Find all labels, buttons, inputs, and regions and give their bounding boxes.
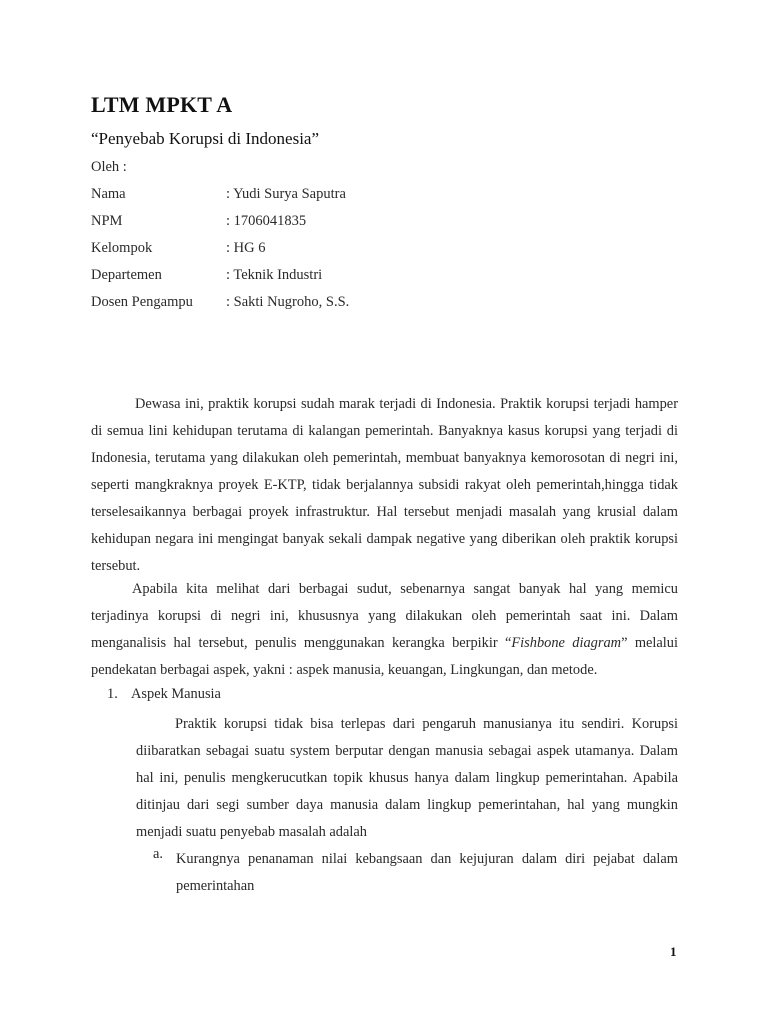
- paragraph-aspek-manusia: Praktik korupsi tidak bisa terlepas dari pengaruh manusianya itu sendiri. Korupsi diibaratkan sebagai suatu system berputar dengan manusia sebagai aspek utamanya. Dalam hal ini, penulis mengkerucutkan topik khusus hanya dalam lingkup pemerintahan. Apabila ditinjau dari segi sumber daya manusia dalam lingkup pemerintahan, hal yang mungkin menjadi suatu penyebab masalah adalah: [136, 716, 678, 840]
- meta-value-nama: : Yudi Surya Saputra: [226, 186, 346, 202]
- paragraph-fishbone-text-start: Apabila kita melihat dari berbagai sudut, sebenarnya sangat banyak hal yang memicu terjadinya korupsi di negri ini, khususnya yang dilakukan oleh pemerintah saat ini. Dalam menganalisis hal tersebut, penulis menggunakan kerangka berpikir “: [91, 581, 678, 651]
- document-subtitle: “Penyebab Korupsi di Indonesia”: [91, 129, 320, 148]
- meta-value-kelompok: : HG 6: [226, 240, 266, 256]
- meta-label-npm: NPM: [91, 213, 123, 229]
- list-item-number: 1.: [107, 686, 118, 702]
- sublist-item-text: Kurangnya penanaman nilai kebangsaan dan kejujuran dalam diri pejabat dalam pemerintahan: [176, 851, 678, 894]
- document-title: LTM MPKT A: [91, 92, 233, 117]
- page-number: 1: [670, 944, 677, 959]
- author-intro-label: Oleh :: [91, 159, 127, 175]
- paragraph-intro: Dewasa ini, praktik korupsi sudah marak terjadi di Indonesia. Praktik korupsi terjadi hamper di semua lini kehidupan terutama di kalangan pemerintah. Banyaknya kasus korupsi yang terjadi di Indonesia, terutama yang dilakukan oleh pemerintah, membuat banyaknya kemorosotan di negri ini, seperti mangkraknya proyek E-KTP, tidak berjalannya subsidi rakyat oleh pemerintah,hingga tidak terselesaikannya berbagai proyek infrastruktur. Hal tersebut menjadi masalah yang krusial dalam kehidupan negara ini mengingat banyak sekali dampak negative yang diberikan oleh praktik korupsi tersebut.: [91, 396, 678, 574]
- meta-label-dosen: Dosen Pengampu: [91, 294, 193, 310]
- meta-label-kelompok: Kelompok: [91, 240, 153, 256]
- fishbone-term: Fishbone diagram: [511, 635, 622, 651]
- meta-value-departemen: : Teknik Industri: [226, 267, 323, 283]
- meta-label-nama: Nama: [91, 186, 126, 202]
- meta-value-dosen: : Sakti Nugroho, S.S.: [226, 294, 350, 310]
- meta-value-npm: : 1706041835: [226, 213, 307, 229]
- paragraph-fishbone: [91, 576, 678, 684]
- meta-label-departemen: Departemen: [91, 267, 162, 283]
- list-item-title: Aspek Manusia: [131, 686, 221, 702]
- paragraph-fishbone-text-end: ” melalui pendekatan berbagai aspek, yakni : aspek manusia, keuangan, Lingkungan, dan metode.: [91, 635, 678, 678]
- sublist-item-letter: a.: [153, 846, 163, 862]
